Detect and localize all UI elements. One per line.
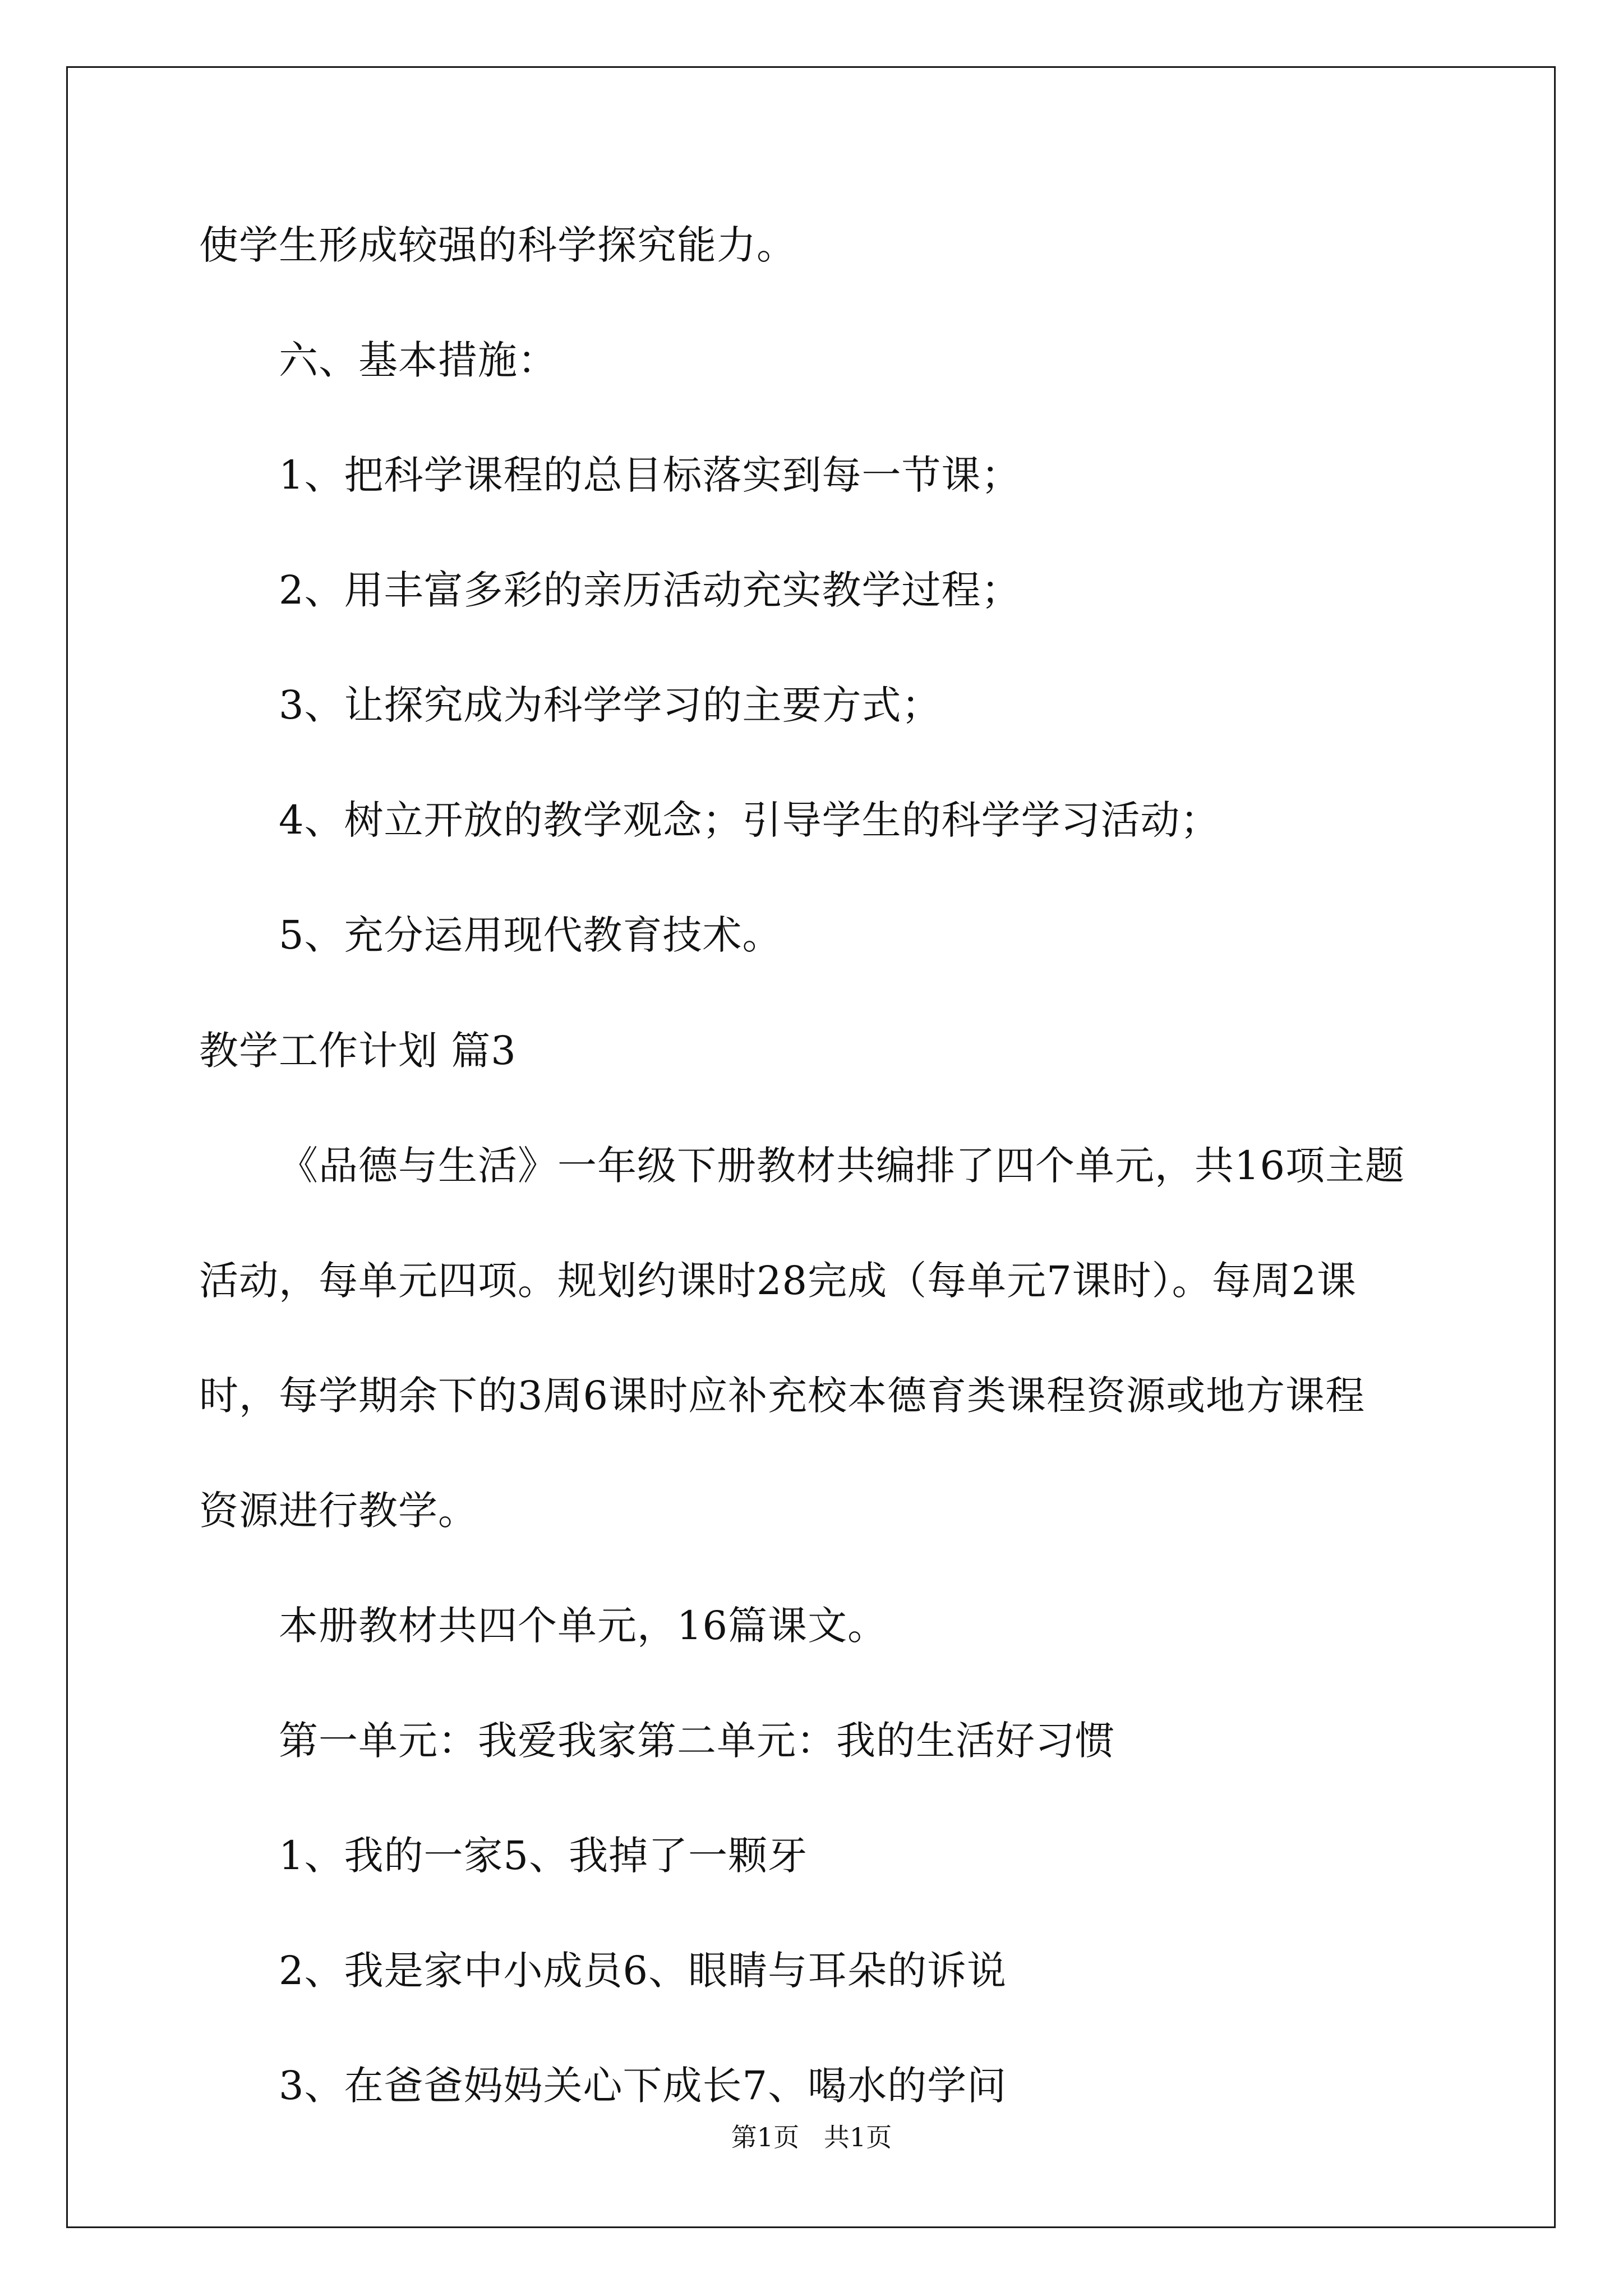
page-footer: 第1页 共1页 xyxy=(731,2122,892,2152)
lesson-row-1: 1、我的一家5、我掉了一颗牙 xyxy=(279,1833,808,1879)
text-line-continuation: 使学生形成较强的科学探究能力。 xyxy=(199,222,796,268)
paragraph-line-3: 时，每学期余下的3周6课时应补充校本德育类课程资源或地方课程 xyxy=(199,1373,1366,1419)
paragraph-line-1: 《品德与生活》一年级下册教材共编排了四个单元，共16项主题 xyxy=(279,1143,1405,1189)
lesson-row-2: 2、我是家中小成员6、眼睛与耳朵的诉说 xyxy=(279,1948,1007,1994)
lesson-row-3: 3、在爸爸妈妈关心下成长7、喝水的学问 xyxy=(279,2063,1007,2109)
plan-title: 教学工作计划 篇3 xyxy=(199,1028,517,1074)
measure-item-2: 2、用丰富多彩的亲历活动充实教学过程； xyxy=(279,567,1021,613)
measure-item-5: 5、充分运用现代教育技术。 xyxy=(279,912,782,958)
measure-item-3: 3、让探究成为科学学习的主要方式； xyxy=(279,682,942,728)
paragraph-line-2: 活动，每单元四项。规划约课时28完成（每单元7课时）。每周2课 xyxy=(199,1258,1357,1304)
measure-item-1: 1、把科学课程的总目标落实到每一节课； xyxy=(279,452,1021,498)
paragraph-line-4: 资源进行教学。 xyxy=(199,1488,478,1534)
section-heading-measures: 六、基本措施： xyxy=(279,337,557,383)
measure-item-4: 4、树立开放的教学观念；引导学生的科学学习活动； xyxy=(279,797,1220,843)
textbook-summary: 本册教材共四个单元，16篇课文。 xyxy=(279,1603,888,1649)
unit-headings: 第一单元：我爱我家第二单元：我的生活好习惯 xyxy=(279,1718,1115,1764)
